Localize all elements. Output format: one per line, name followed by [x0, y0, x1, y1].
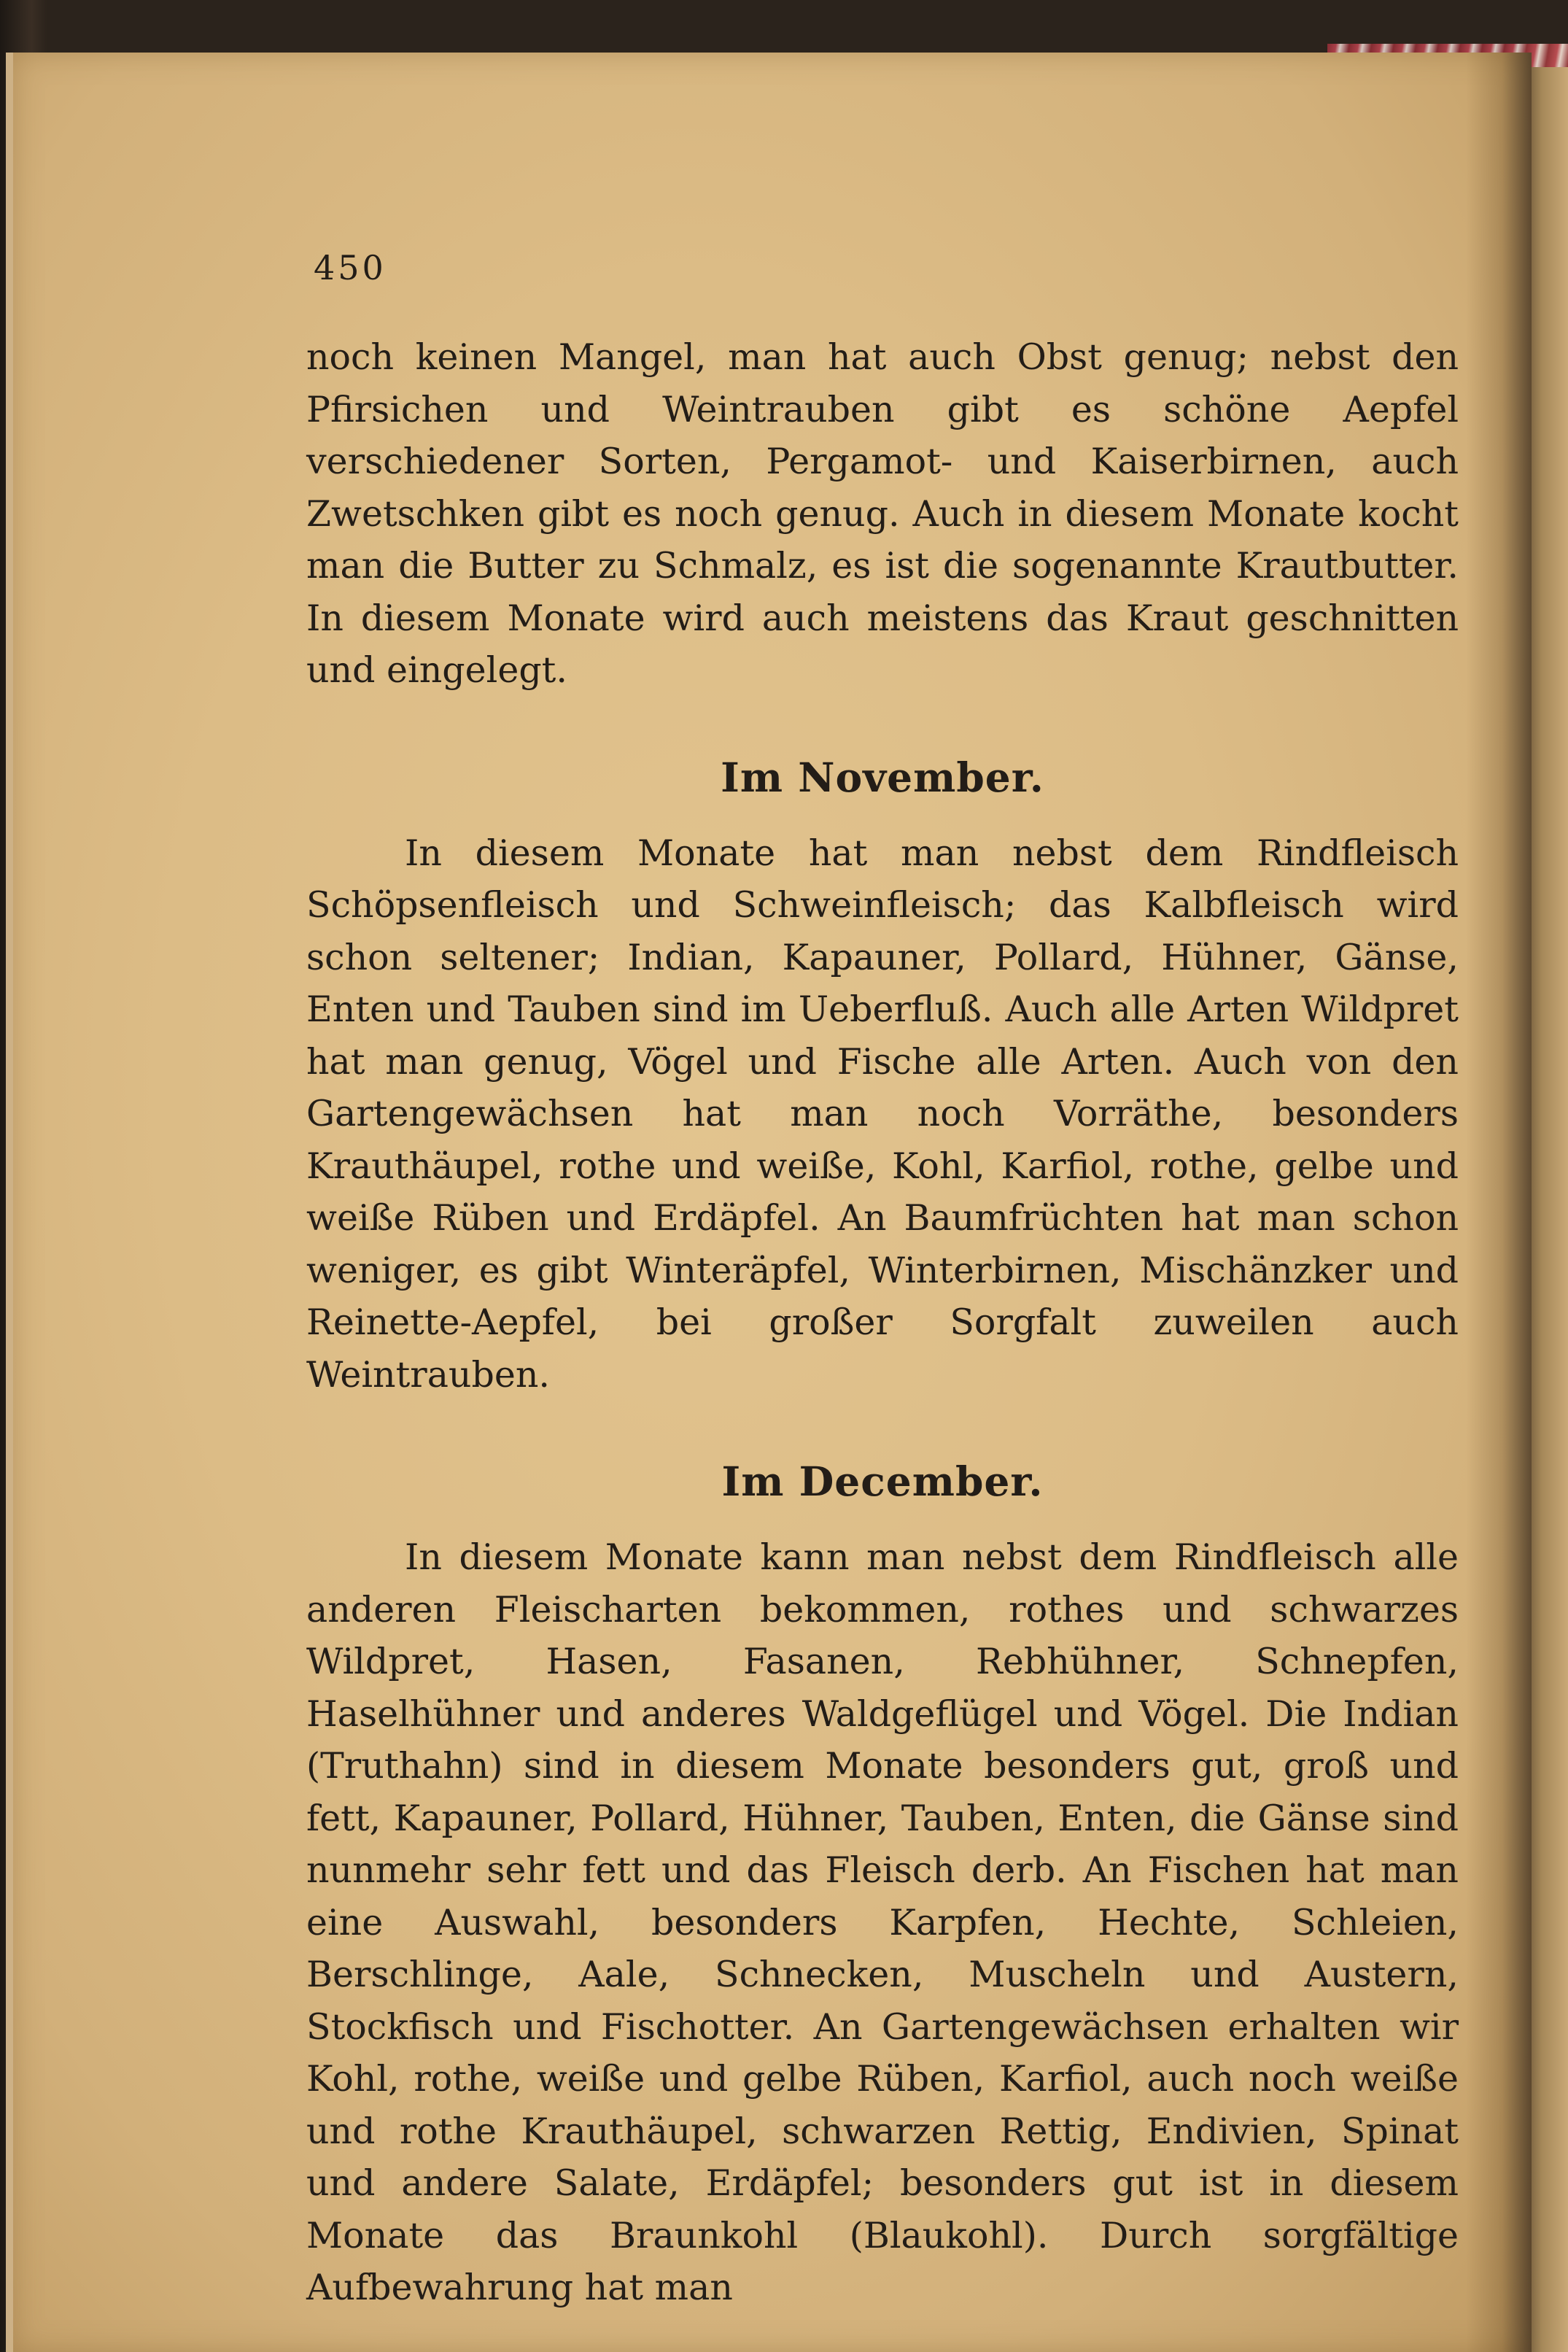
- page-content: [306, 248, 1459, 2314]
- heading-november: Im November.: [721, 753, 1044, 801]
- paragraph-top: noch keinen Mangel, man hat auch Obst genug; nebst den Pfirsichen und Weintrauben gibt es schöne Aepfel verschiedener Sorten, Pergamot- und Kaiserbirnen, auch Zwetschken gibt es noch genug. Auch in diesem Monate kocht man die Butter zu Schmalz, es ist die sogenannte Krautbutter. In diesem Monate wird auch meistens das Kraut geschnitten und eingelegt.: [306, 336, 1459, 691]
- paragraph-december: In diesem Monate kann man nebst dem Rindfleisch alle anderen Fleischarten bekommen, rothes und schwarzes Wildpret, Hasen, Fasanen, Rebhühner, Schnepfen, Haselhühner und anderes Waldgeflügel und Vögel. Die Indian (Truthahn) sind in diesem Monate besonders gut, groß und fett, Kapauner, Pollard, Hühner, Tauben, Enten, die Gänse sind nunmehr sehr fett und das Fleisch derb. An Fischen hat man eine Auswahl, besonders Karpfen, Hechte, Schleien, Berschlinge, Aale, Schnecken, Muscheln und Austern, Stockfisch und Fischotter. An Gartengewächsen erhalten wir Kohl, rothe, weiße und gelbe Rüben, Karfiol, auch noch weiße und rothe Krauthäupel, schwarzen Rettig, Endivien, Spinat und andere Salate, Erdäpfel; besonders gut ist in diesem Monate das Braunkohl (Blaukohl). Durch sorgfältige Aufbewahrung hat man: [306, 1536, 1459, 2308]
- heading-december: Im December.: [721, 1458, 1044, 1505]
- page-gutter-shadow: [1466, 53, 1532, 2352]
- paragraph-november: In diesem Monate hat man nebst dem Rindfleisch Schöpsenfleisch und Schweinfleisch; das Kalbfleisch wird schon seltener; Indian, Kapauner, Pollard, Hühner, Gänse, Enten und Tauben sind im Ueberfluß. Auch alle Arten Wildpret hat man genug, Vögel und Fische alle Arten. Auch von den Gartengewächsen hat man noch Vorräthe, besonders Krauthäupel, rothe und weiße, Kohl, Karfiol, rothe, gelbe und weiße Rüben und Erdäpfel. An Baumfrüchten hat man schon weniger, es gibt Winteräpfel, Winterbirnen, Mischänzker und Reinette-Aepfel, bei großer Sorgfalt zuweilen auch Weintrauben.: [306, 832, 1459, 1396]
- page-number: 450: [314, 248, 387, 287]
